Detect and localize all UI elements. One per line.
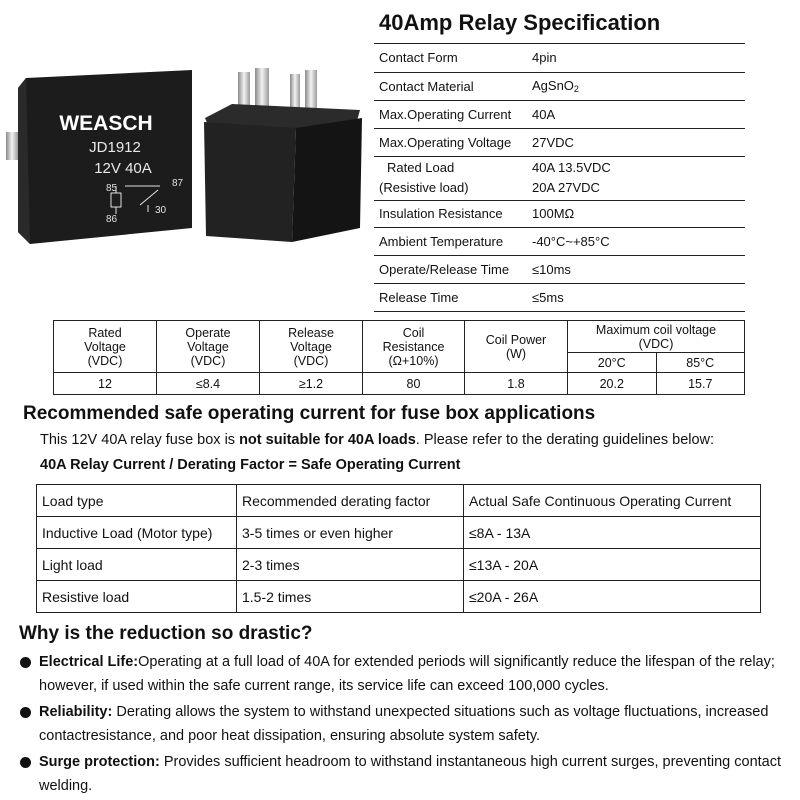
- spec-label: Operate/Release Time: [374, 255, 527, 283]
- coil-header-line: Release: [288, 325, 334, 340]
- relay-front-image: [6, 70, 192, 244]
- derating-header-cell: Actual Safe Continuous Operating Current: [464, 485, 761, 517]
- coil-header-line: Coil Power: [485, 332, 547, 347]
- derating-header-cell: Load type: [37, 485, 237, 517]
- derating-cell: ≤13A - 20A: [464, 549, 761, 581]
- coil-header-line: Voltage: [290, 339, 332, 354]
- why-bullet-text: Derating allows the system to withstand unexpected situations such as voltage fluctuations, increased contactresistance, and poor heat dissipation, ensuring absolute system safety.: [39, 704, 769, 744]
- bullet-dot-icon: [20, 757, 31, 768]
- relay-rating-text: 12V 40A: [94, 160, 152, 177]
- why-bullet-text: Provides sufficient headroom to withstand instantaneous high current surges, preventing contact welding.: [39, 754, 782, 794]
- why-bullet-label: Surge protection:: [39, 754, 160, 770]
- coil-header-line: Resistance: [382, 339, 445, 354]
- spec-label-line: (Resistive load): [379, 180, 469, 195]
- spec-row: [374, 72, 745, 100]
- why-bullet-item: [20, 700, 790, 748]
- spec-label: Max.Operating Current: [374, 100, 527, 128]
- coil-value-cell: 12: [54, 373, 157, 395]
- spec-value: ≤10ms: [527, 255, 745, 283]
- spec-row: [374, 44, 745, 72]
- coil-value-row: [54, 373, 745, 395]
- coil-header-line: Maximum coil voltage: [595, 322, 717, 337]
- why-bullet-list: [20, 650, 790, 798]
- derating-cell: Light load: [37, 549, 237, 581]
- spec-value: 100MΩ: [527, 200, 745, 227]
- spec-row: [374, 100, 745, 128]
- spec-value: ≤5ms: [527, 283, 745, 311]
- fuse-intro-bold: not suitable for 40A loads: [239, 432, 416, 448]
- spec-value: 40A: [527, 100, 745, 128]
- relay-model-text: JD1912: [89, 139, 141, 156]
- relay-side-image: [204, 68, 362, 242]
- derating-cell: Inductive Load (Motor type): [37, 517, 237, 549]
- spec-label: Release Time: [374, 283, 527, 311]
- coil-header-line: Rated: [88, 325, 122, 340]
- pin-label-86: 86: [106, 214, 118, 225]
- coil-header-cell: [157, 321, 260, 373]
- bullet-dot-icon: [20, 657, 31, 668]
- spec-row: [374, 227, 745, 255]
- coil-header-line: Coil: [402, 325, 425, 340]
- derating-cell: 2-3 times: [237, 549, 464, 581]
- spec-value: -40°C~+85°C: [527, 227, 745, 255]
- spec-label: [374, 156, 527, 200]
- spec-label: Max.Operating Voltage: [374, 128, 527, 156]
- derating-cell: 3-5 times or even higher: [237, 517, 464, 549]
- bullet-dot-icon: [20, 707, 31, 718]
- spec-value-subscript: 2: [573, 84, 579, 94]
- spec-value-main: AgSnO: [532, 78, 574, 93]
- derating-cell: 1.5-2 times: [237, 581, 464, 613]
- why-bullet-label: Reliability:: [39, 704, 113, 720]
- why-bullet-item: [20, 750, 790, 798]
- coil-header-cell: [54, 321, 157, 373]
- coil-value-cell: 1.8: [465, 373, 568, 395]
- spec-value: [527, 156, 745, 200]
- spec-value-line: 40A 13.5VDC: [532, 160, 611, 175]
- fuse-intro-post: . Please refer to the derating guidelines below:: [415, 432, 715, 448]
- spec-title: 40Amp Relay Specification: [379, 10, 661, 35]
- coil-header-line: (W): [505, 346, 527, 361]
- relay-brand-text: WEASCH: [59, 112, 153, 135]
- spec-row: [374, 255, 745, 283]
- derating-row: [37, 549, 761, 581]
- derating-cell: ≤20A - 26A: [464, 581, 761, 613]
- why-bullet-text: Operating at a full load of 40A for extended periods will significantly reduce the lifespan of the relay; however, if used within the safe current range, its service life can exceed 100,000 cycles.: [39, 654, 775, 694]
- spec-row: [374, 200, 745, 227]
- coil-header-row: [54, 321, 745, 353]
- derating-formula: 40A Relay Current / Derating Factor = Safe Operating Current: [40, 457, 461, 473]
- derating-row: [37, 517, 761, 549]
- derating-table: [36, 484, 761, 613]
- spec-value: [527, 72, 745, 100]
- pin-label-85: 85: [106, 183, 118, 194]
- spec-label: Insulation Resistance: [374, 200, 527, 227]
- coil-header-line: (VDC): [190, 353, 226, 368]
- derating-header-row: [37, 485, 761, 517]
- coil-value-cell: ≤8.4: [157, 373, 260, 395]
- fuse-intro-text: [40, 432, 714, 448]
- coil-header-cell: [568, 321, 745, 353]
- why-bullet-label: Electrical Life:: [39, 654, 139, 670]
- coil-header-line: (VDC): [638, 336, 674, 351]
- spec-row: [374, 283, 745, 311]
- fuse-section-title: Recommended safe operating current for fuse box applications: [23, 403, 596, 424]
- why-section-title: Why is the reduction so drastic?: [19, 623, 313, 644]
- derating-cell: ≤8A - 13A: [464, 517, 761, 549]
- spec-row: [374, 128, 745, 156]
- spec-label: Contact Form: [374, 44, 527, 72]
- pin-label-30: 30: [155, 205, 167, 216]
- coil-value-cell: 80: [363, 373, 465, 395]
- pin-label-87: 87: [172, 178, 184, 189]
- coil-header-line: Operate: [185, 325, 231, 340]
- coil-header-cell: [363, 321, 465, 373]
- coil-value-cell: 20.2: [568, 373, 657, 395]
- coil-header-cell: [465, 321, 568, 373]
- coil-header-line: (VDC): [87, 353, 123, 368]
- relay-product-photos: [0, 0, 370, 310]
- coil-value-cell: ≥1.2: [260, 373, 363, 395]
- spec-row: [374, 156, 745, 200]
- spec-table: [374, 44, 745, 312]
- spec-value-line: 20A 27VDC: [532, 180, 600, 195]
- fuse-intro-pre: This 12V 40A relay fuse box is: [40, 432, 240, 448]
- coil-header-cell: [260, 321, 363, 373]
- why-bullet-item: [20, 650, 790, 698]
- coil-table: [53, 320, 745, 395]
- spec-value: 27VDC: [527, 128, 745, 156]
- spec-label: Ambient Temperature: [374, 227, 527, 255]
- coil-subheader-cell: 20°C: [568, 353, 657, 373]
- spec-label-line: Rated Load: [387, 160, 455, 175]
- coil-header-line: Voltage: [187, 339, 229, 354]
- spec-value: 4pin: [527, 44, 745, 72]
- derating-header-cell: Recommended derating factor: [237, 485, 464, 517]
- derating-row: [37, 581, 761, 613]
- coil-header-line: (VDC): [293, 353, 329, 368]
- derating-cell: Resistive load: [37, 581, 237, 613]
- coil-subheader-cell: 85°C: [656, 353, 745, 373]
- coil-value-cell: 15.7: [656, 373, 745, 395]
- coil-header-line: (Ω+10%): [388, 353, 439, 368]
- coil-header-line: Voltage: [84, 339, 126, 354]
- spec-label: Contact Material: [374, 72, 527, 100]
